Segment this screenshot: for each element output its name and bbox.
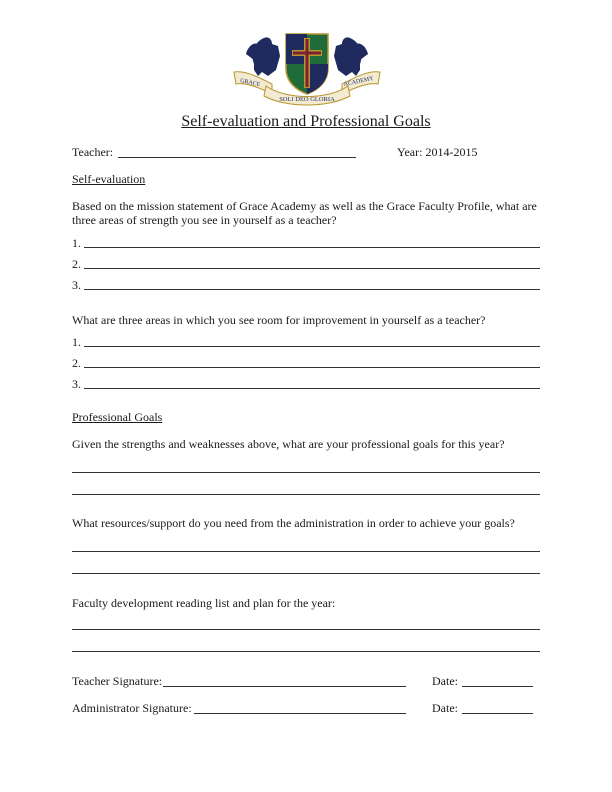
year-label: Year: 2014-2015 [397, 145, 478, 159]
question-resources: What resources/support do you need from the administration in order to achieve your goals? [72, 516, 515, 530]
strength-number-3: 3. [72, 278, 81, 292]
improvement-line-3[interactable] [84, 388, 540, 389]
question-reading-list: Faculty development reading list and plan for the year: [72, 596, 336, 610]
strength-line-3[interactable] [84, 289, 540, 290]
question-improvement: What are three areas in which you see room for improvement in yourself as a teacher? [72, 313, 486, 327]
right-lion-icon [334, 37, 362, 76]
administrator-date-label: Date: [432, 701, 458, 715]
question-strengths-line2: three areas of strength you see in yourself as a teacher? [72, 213, 337, 227]
teacher-name-line[interactable] [118, 157, 356, 158]
administrator-signature-label: Administrator Signature: [72, 701, 192, 715]
strength-line-2[interactable] [84, 268, 540, 269]
logo-left-text: GRACE [239, 78, 261, 89]
improvement-number-3: 3. [72, 377, 81, 391]
strength-number-2: 2. [72, 257, 81, 271]
professional-goals-heading: Professional Goals [72, 410, 163, 424]
goals-line-1[interactable] [72, 472, 540, 473]
improvement-number-1: 1. [72, 335, 81, 349]
teacher-signature-line[interactable] [163, 686, 406, 687]
reading-line-2[interactable] [72, 651, 540, 652]
reading-line-1[interactable] [72, 629, 540, 630]
question-strengths-line1: Based on the mission statement of Grace Academy as well as the Grace Faculty Profile, what are [72, 199, 537, 213]
improvement-line-1[interactable] [84, 346, 540, 347]
teacher-label: Teacher: [72, 145, 114, 159]
teacher-date-line[interactable] [462, 686, 533, 687]
improvement-number-2: 2. [72, 356, 81, 370]
teacher-date-label: Date: [432, 674, 458, 688]
logo-banner-text: SOLI DEO GLORIA [279, 96, 335, 103]
resources-line-1[interactable] [72, 551, 540, 552]
question-goals: Given the strengths and weaknesses above, what are your professional goals for this year? [72, 437, 505, 451]
left-lion-icon [252, 37, 280, 76]
page-title: Self-evaluation and Professional Goals [181, 113, 431, 130]
strength-number-1: 1. [72, 236, 81, 250]
logo-right-text: ACADEMY [343, 75, 375, 88]
administrator-signature-line[interactable] [194, 713, 406, 714]
self-evaluation-heading: Self-evaluation [72, 172, 146, 186]
teacher-signature-label: Teacher Signature: [72, 674, 163, 688]
grace-academy-logo [232, 24, 382, 106]
improvement-line-2[interactable] [84, 367, 540, 368]
resources-line-2[interactable] [72, 573, 540, 574]
goals-line-2[interactable] [72, 494, 540, 495]
strength-line-1[interactable] [84, 247, 540, 248]
administrator-date-line[interactable] [462, 713, 533, 714]
